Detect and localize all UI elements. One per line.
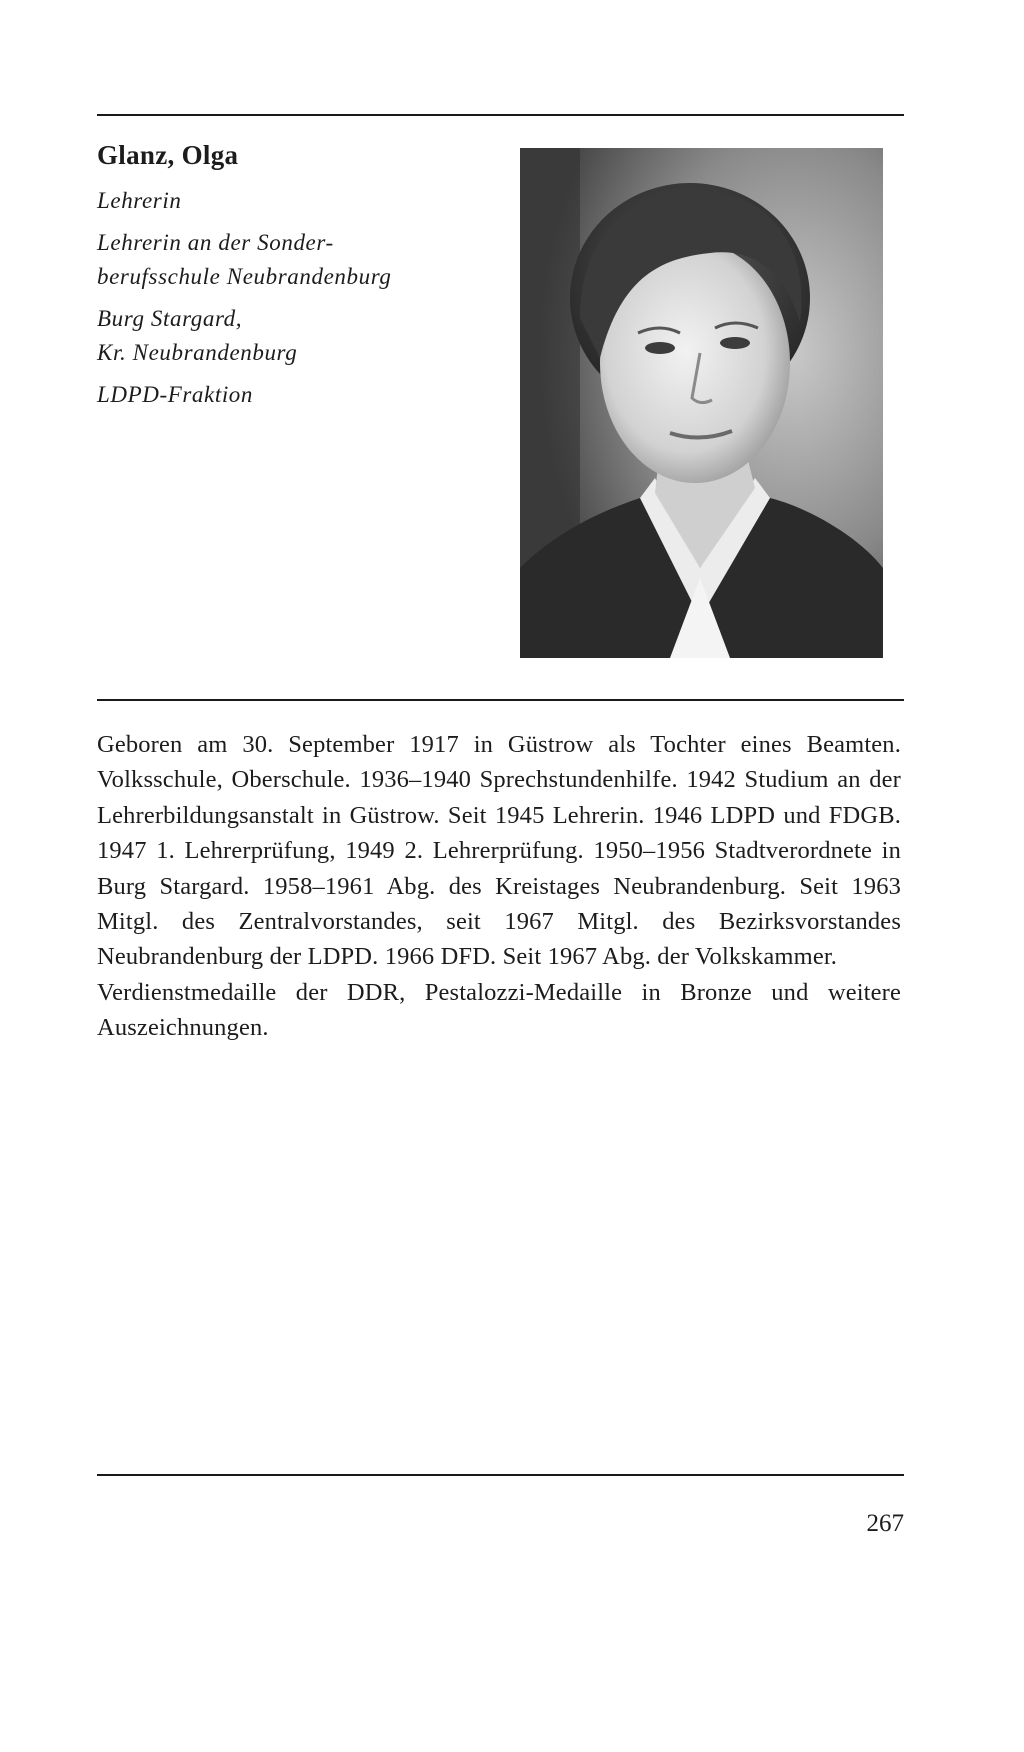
residence-line-2: Kr. Neubrandenburg bbox=[97, 340, 298, 365]
middle-rule bbox=[97, 699, 904, 701]
bottom-rule bbox=[97, 1474, 904, 1476]
person-name: Glanz, Olga bbox=[97, 140, 239, 170]
page-number: 267 bbox=[866, 1510, 904, 1537]
biography bbox=[97, 727, 901, 1046]
biography-paragraph-2: Verdienstmedaille der DDR, Pestalozzi-Medaille in Bronze und weitere Auszeichnungen. bbox=[97, 978, 901, 1042]
profession: Lehrerin bbox=[97, 188, 182, 213]
top-rule bbox=[97, 114, 904, 116]
residence-line-1: Burg Stargard, bbox=[97, 306, 243, 331]
position-line-2: berufsschule Neubrandenburg bbox=[97, 264, 392, 289]
position-line-1: Lehrerin an der Sonder- bbox=[97, 230, 334, 255]
faction: LDPD-Fraktion bbox=[97, 382, 254, 407]
biography-paragraph-1: Geboren am 30. September 1917 in Güstrow als Tochter eines Beamten. Volksschule, Oberschule. 1936–1940 Sprechstundenhilfe. 1942 Studium an der Lehrerbildungsanstalt in Güstrow. Seit 1945 Lehrerin. 1946 LDPD und FDGB. 1947 1. Lehrerprüfung, 1949 2. Lehrerprüfung. 1950–1956 Stadtverordnete in Burg Stargard. 1958–1961 Abg. des Kreistages Neubrandenburg. Seit 1963 Mitgl. des Zentralvorstandes, seit 1967 Mitgl. des Bezirksvorstandes Neubrandenburg der LDPD. 1966 DFD. Seit 1967 Abg. der Volkskammer. bbox=[97, 731, 901, 971]
entry-header bbox=[97, 138, 497, 412]
portrait-photo bbox=[520, 148, 883, 658]
